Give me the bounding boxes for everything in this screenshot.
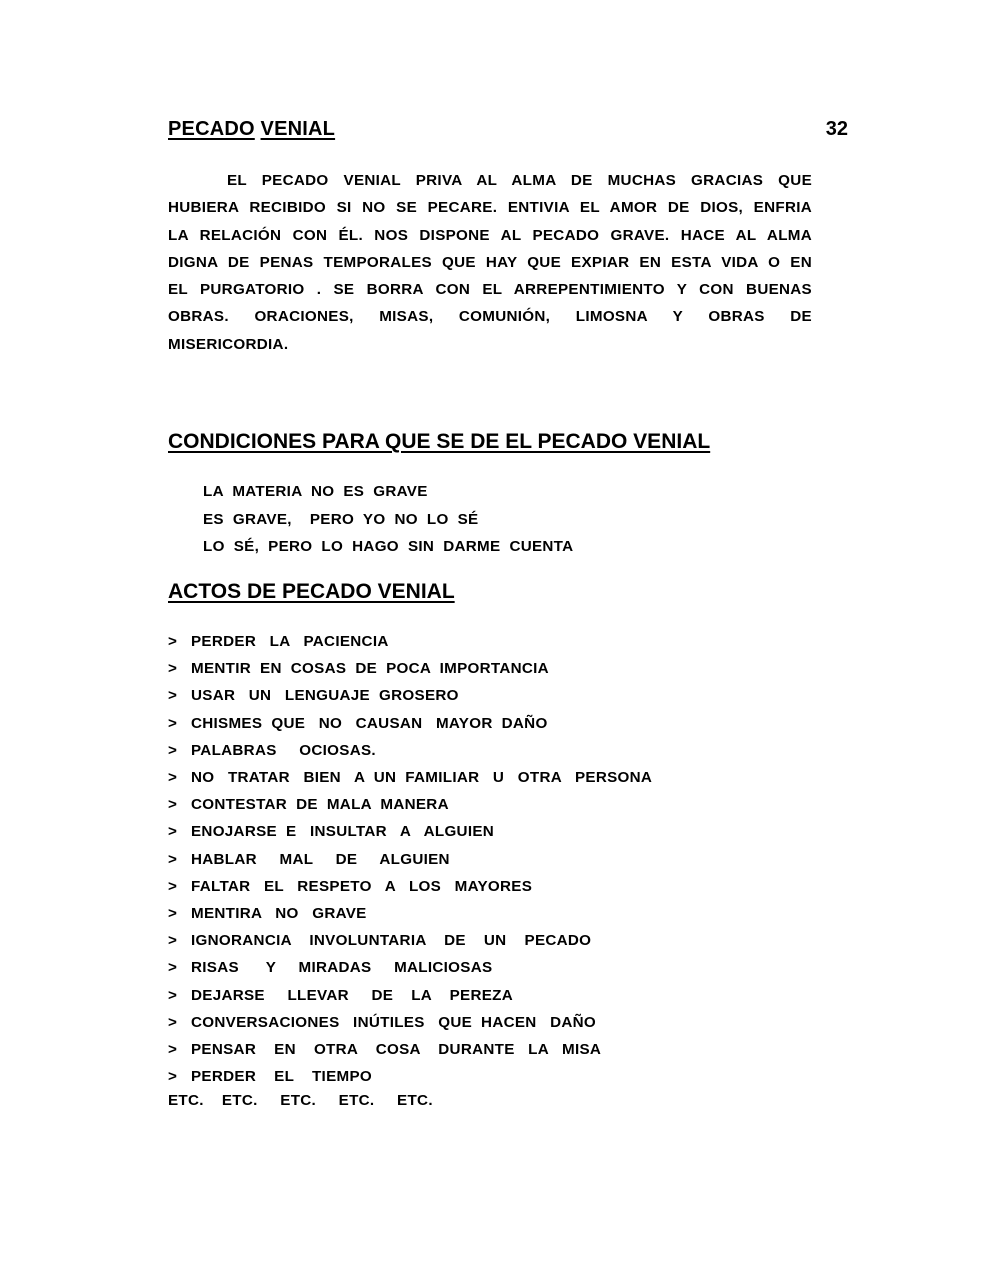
list-item-text: PERDER EL TIEMPO [191, 1068, 373, 1086]
list-marker: > [168, 796, 178, 814]
acts-heading: ACTOS DE PECADO VENIAL [168, 580, 455, 603]
list-marker: > [168, 850, 178, 868]
list-item [168, 1063, 652, 1090]
list-marker: > [168, 959, 178, 977]
list-item-text: HABLAR MAL DE ALGUIEN [191, 850, 450, 868]
list-item [168, 818, 652, 845]
list-item-text: PERDER LA PACIENCIA [191, 633, 389, 650]
list-item [168, 682, 652, 709]
list-marker: > [168, 986, 178, 1004]
list-item-text: PENSAR EN OTRA COSA DURANTE LA MISA [191, 1041, 602, 1059]
list-item-text: IGNORANCIA INVOLUNTARIA DE UN PECADO [191, 932, 592, 950]
list-item-text: MENTIR EN COSAS DE POCA IMPORTANCIA [191, 660, 549, 678]
list-item-text: MENTIRA NO GRAVE [191, 905, 367, 923]
condition-item: ES GRAVE, PERO YO NO LO SÉ [203, 510, 479, 528]
list-item-text: RISAS Y MIRADAS MALICIOSAS [191, 959, 493, 977]
list-marker: > [168, 1013, 178, 1031]
list-item-text: CONVERSACIONES INÚTILES QUE HACEN DAÑO [191, 1013, 597, 1031]
list-item [168, 900, 652, 927]
list-item-text: ENOJARSE E INSULTAR A ALGUIEN [191, 823, 495, 841]
list-marker: > [168, 687, 178, 705]
list-marker: > [168, 741, 178, 759]
page-title [168, 118, 335, 141]
list-item [168, 846, 652, 873]
list-marker: > [168, 1041, 178, 1059]
conditions-list [203, 478, 573, 561]
list-item-text: NO TRATAR BIEN A UN FAMILIAR U OTRA PERSONA [191, 769, 653, 787]
list-marker: > [168, 660, 178, 678]
list-marker: > [168, 877, 178, 895]
list-marker: > [168, 932, 178, 950]
list-item-text: DEJARSE LLEVAR DE LA PEREZA [191, 986, 513, 1004]
conditions-heading: CONDICIONES PARA QUE SE DE EL PECADO VENIAL [168, 430, 711, 453]
list-marker: > [168, 714, 178, 732]
list-item-text: CONTESTAR DE MALA MANERA [191, 796, 449, 814]
list-marker: > [168, 769, 178, 787]
list-marker: > [168, 633, 178, 650]
list-item [168, 655, 652, 682]
list-marker: > [168, 823, 178, 841]
intro-paragraph: EL PECADO VENIAL PRIVA AL ALMA DE MUCHAS GRACIAS QUE HUBIERA RECIBIDO SI NO SE PECARE. ENTIVIA EL AMOR DE DIOS, ENFRIA LA RELACIÓN CON ÉL. NOS DISPONE AL PECADO GRAVE. HACE AL ALMA DIGNA DE PENAS TEMPORALES QUE HAY QUE EXPIAR EN ESTA VIDA O EN EL PURGATORIO . SE BORRA CON EL ARREPENTIMIENTO Y CON BUENAS OBRAS. ORACIONES, MISAS, COMUNIÓN, LIMOSNA Y OBRAS DE MISERICORDIA. [168, 172, 812, 353]
list-item [168, 791, 652, 818]
list-item [168, 628, 652, 655]
etc-line: ETC. ETC. ETC. ETC. ETC. [168, 1092, 433, 1109]
list-marker: > [168, 1068, 178, 1086]
list-item [168, 737, 652, 764]
list-marker: > [168, 905, 178, 923]
list-item [168, 954, 652, 981]
page-title-word-1: PECADO [168, 118, 255, 140]
acts-list [168, 628, 652, 1090]
list-item-text: USAR UN LENGUAJE GROSERO [191, 687, 459, 705]
list-item [168, 764, 652, 791]
list-item-text: FALTAR EL RESPETO A LOS MAYORES [191, 877, 533, 895]
page-number: 32 [825, 118, 848, 140]
list-item [168, 710, 652, 737]
list-item-text: CHISMES QUE NO CAUSAN MAYOR DAÑO [191, 714, 548, 732]
list-item [168, 873, 652, 900]
list-item [168, 982, 652, 1009]
page-title-word-2: VENIAL [260, 118, 336, 140]
list-item-text: PALABRAS OCIOSAS. [191, 741, 376, 759]
list-item [168, 1009, 652, 1036]
condition-item: LA MATERIA NO ES GRAVE [203, 483, 428, 500]
condition-item: LO SÉ, PERO LO HAGO SIN DARME CUENTA [203, 538, 574, 556]
list-item [168, 1036, 652, 1063]
page-header [168, 118, 848, 146]
list-item [168, 927, 652, 954]
